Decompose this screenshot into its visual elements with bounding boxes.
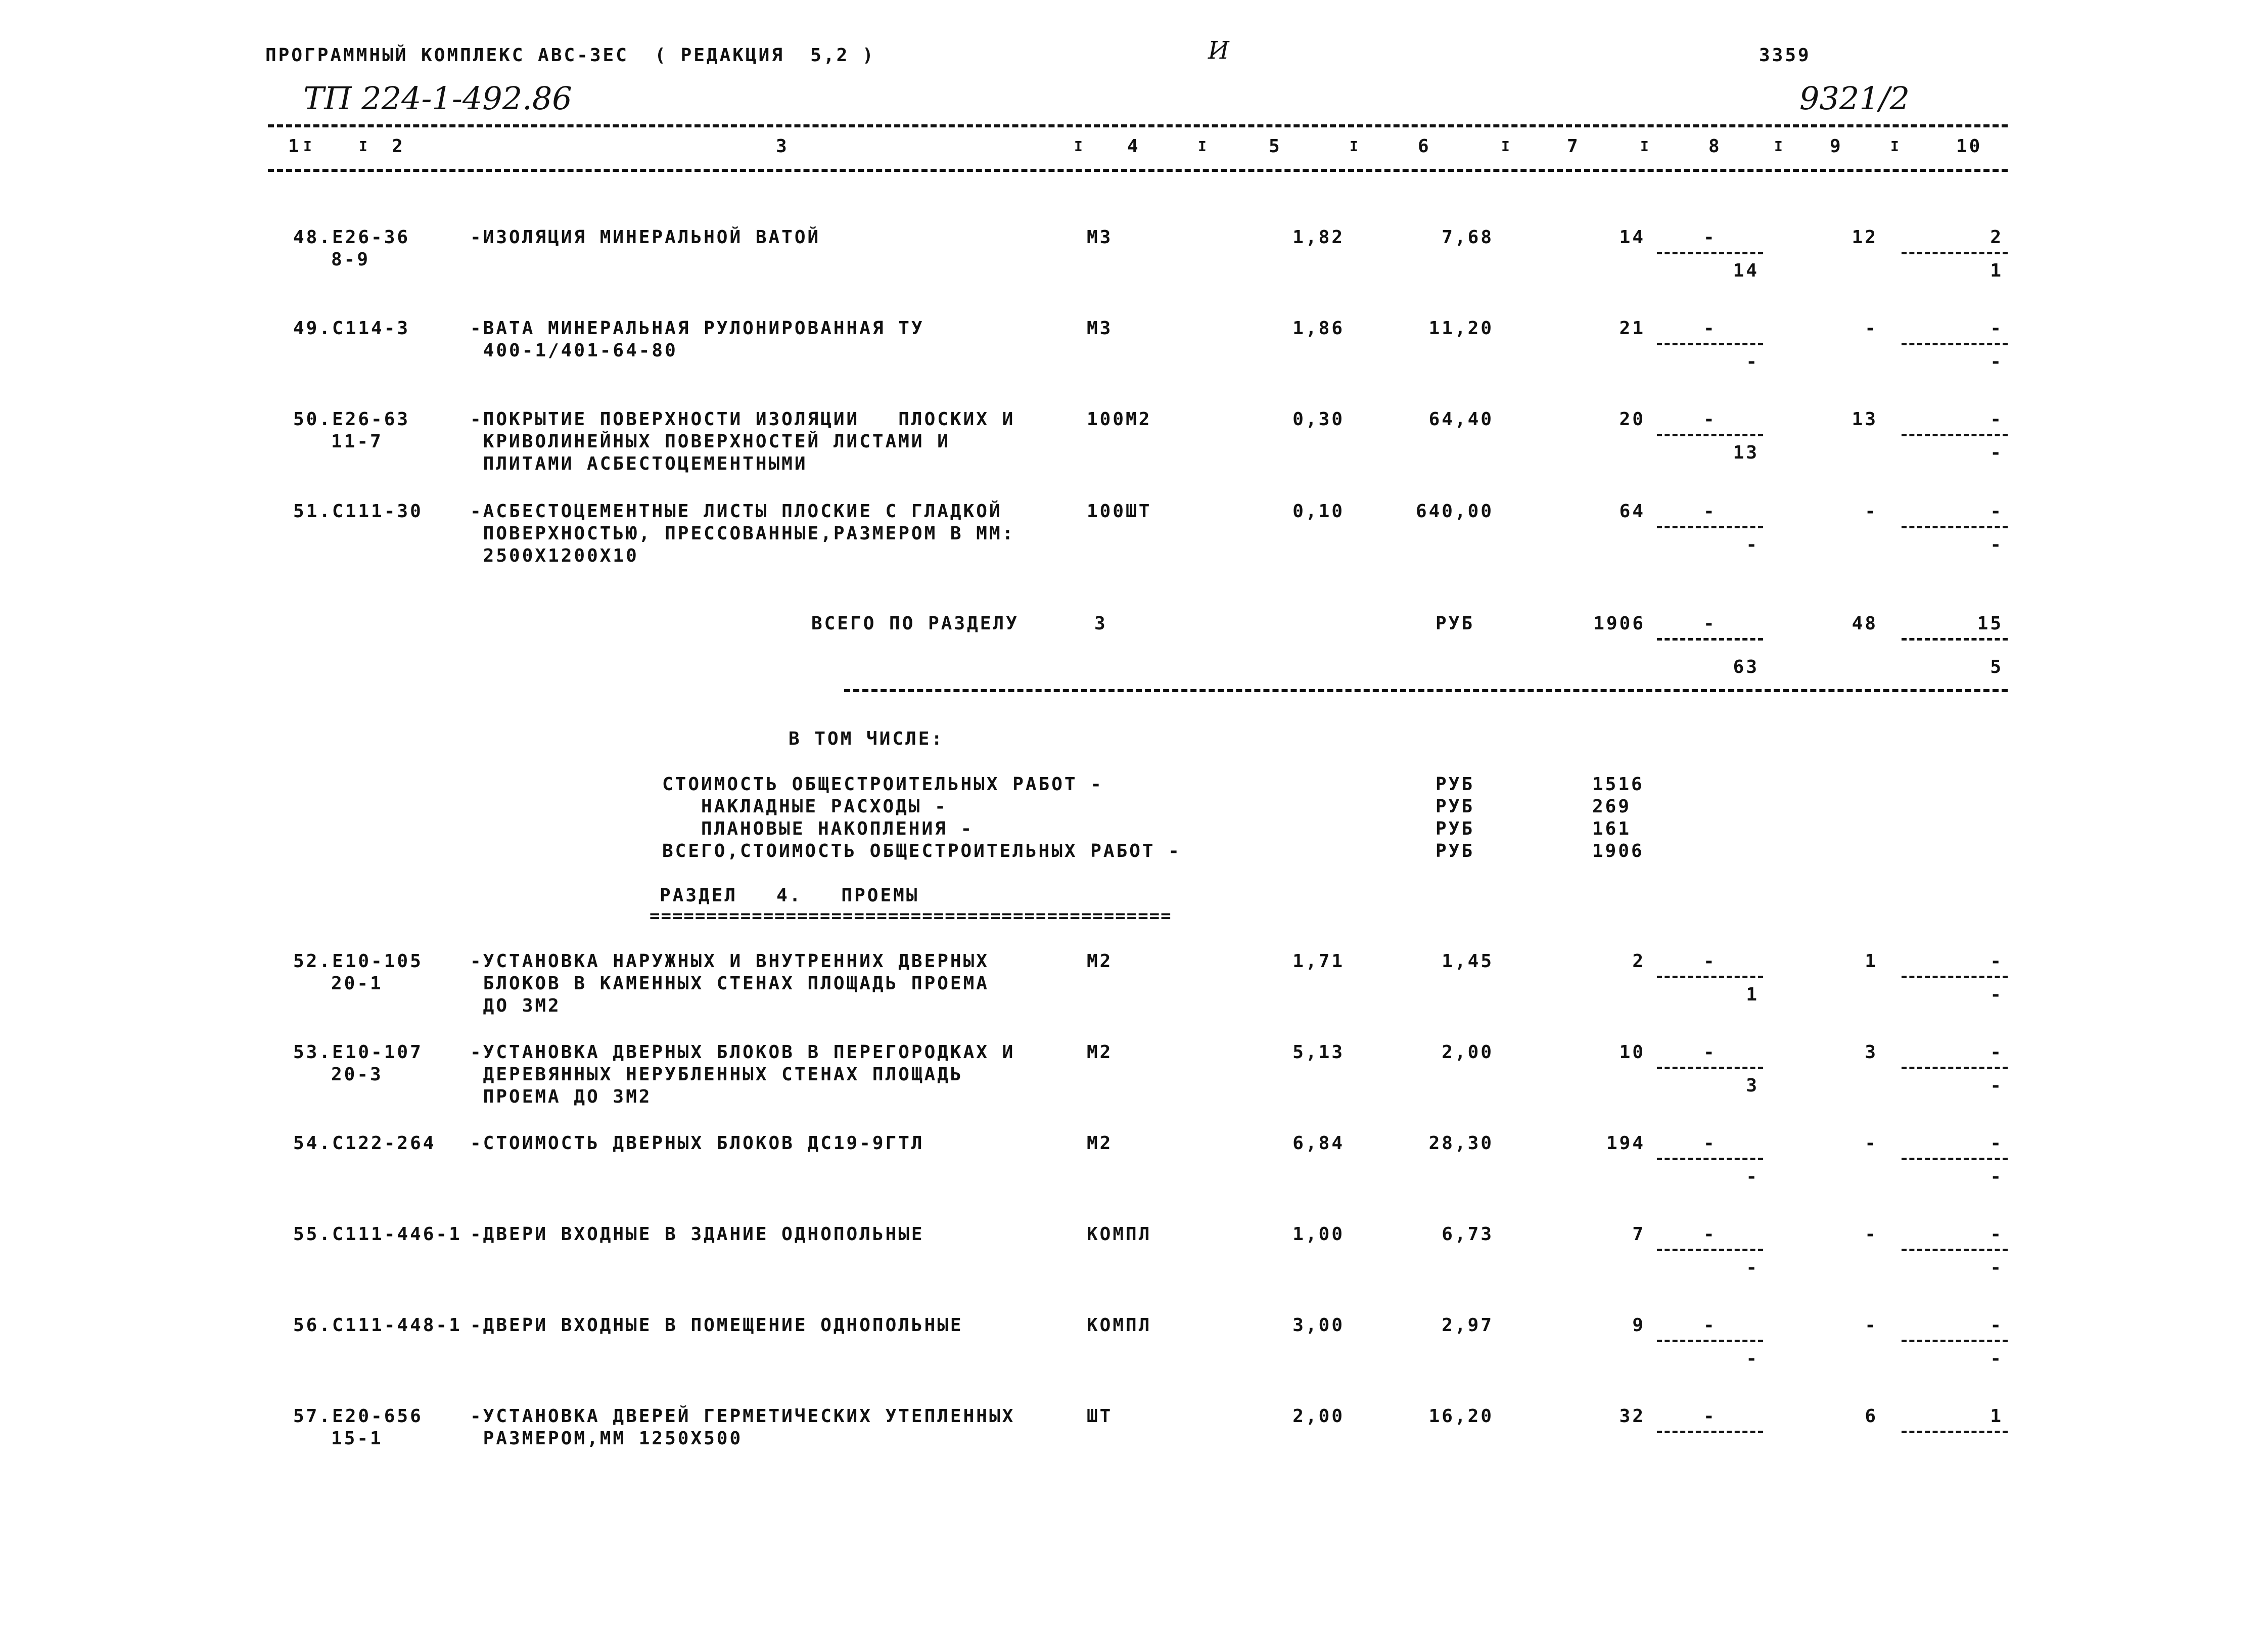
section-total-col9: 48 <box>1852 613 1878 634</box>
sheet-code: 9321/2 <box>1799 80 1910 117</box>
document-code: ТП 224-1-492.86 <box>303 80 572 117</box>
row-col9: 3 <box>1865 1042 1878 1063</box>
row-total: 14 <box>1619 227 1645 248</box>
row-code-sub: 20-3 <box>331 1064 383 1085</box>
breakdown-value: 269 <box>1592 796 1632 817</box>
row-name-line: -АСБЕСТОЦЕМЕНТНЫЕ ЛИСТЫ ПЛОСКИЕ С ГЛАДКОЙ <box>470 501 1002 522</box>
row-col9: 13 <box>1852 409 1878 430</box>
row-quantity: 3,00 <box>1292 1315 1345 1336</box>
row-name-line: ПЛИТАМИ АСБЕСТОЦЕМЕНТНЫМИ <box>470 453 808 474</box>
row-price: 2,00 <box>1442 1042 1494 1063</box>
row-name-line: 400-1/401-64-80 <box>470 340 678 361</box>
row-col10-divider <box>1902 1340 2008 1342</box>
row-col10-divider <box>1902 1431 2008 1433</box>
row-name-line: -ВАТА МИНЕРАЛЬНАЯ РУЛОНИРОВАННАЯ ТУ <box>470 318 924 339</box>
row-code: 55.С111-446-1 <box>293 1224 462 1245</box>
breakdown-value: 1906 <box>1592 841 1644 861</box>
section-total-col8-top: - <box>1703 613 1717 634</box>
row-col8-top: - <box>1703 409 1717 430</box>
row-col8-divider <box>1657 976 1763 978</box>
row-col10-divider <box>1902 343 2008 345</box>
breakdown-value: 1516 <box>1592 774 1644 795</box>
section-total-section: 3 <box>1094 613 1107 634</box>
row-quantity: 2,00 <box>1292 1406 1345 1427</box>
header-rule-bottom <box>268 169 2008 172</box>
row-col8-bottom: 13 <box>1733 442 1759 463</box>
section-total-col10-top: 15 <box>1977 613 2003 634</box>
row-col10-bottom: - <box>1990 1257 2003 1278</box>
row-unit: М2 <box>1087 1133 1113 1154</box>
breakdown-unit: РУБ <box>1436 774 1475 795</box>
row-col10-divider <box>1902 526 2008 528</box>
column-number-2: 2 <box>392 136 405 157</box>
row-col10-top: - <box>1990 951 2003 972</box>
section-total-col10-divider <box>1902 638 2008 641</box>
section-total-col8-divider <box>1657 638 1763 641</box>
row-quantity: 0,30 <box>1292 409 1345 430</box>
row-quantity: 1,86 <box>1292 318 1345 339</box>
row-col9: - <box>1865 1224 1878 1245</box>
section-total-value: 1906 <box>1593 613 1645 634</box>
row-price: 2,97 <box>1442 1315 1494 1336</box>
row-col8-divider <box>1657 1158 1763 1160</box>
page-number: 3359 <box>1759 45 1811 66</box>
column-number-1: 1 <box>288 136 301 157</box>
row-col8-divider <box>1657 1340 1763 1342</box>
column-separator: I <box>1198 138 1209 155</box>
row-col10-top: 2 <box>1990 227 2003 248</box>
row-quantity: 1,82 <box>1292 227 1345 248</box>
row-col10-top: 1 <box>1990 1406 2003 1427</box>
column-separator: I <box>1501 138 1512 155</box>
row-total: 64 <box>1619 501 1645 522</box>
row-col8-top: - <box>1703 501 1717 522</box>
column-separator: I <box>1074 138 1085 155</box>
header-rule-top <box>268 124 2008 127</box>
row-col10-top: - <box>1990 1133 2003 1154</box>
row-col10-bottom: - <box>1990 1075 2003 1096</box>
row-unit: М3 <box>1087 227 1113 248</box>
breakdown-label: ВСЕГО,СТОИМОСТЬ ОБЩЕСТРОИТЕЛЬНЫХ РАБОТ - <box>662 841 1181 861</box>
breakdown-value: 161 <box>1592 818 1632 839</box>
row-unit: М2 <box>1087 951 1113 972</box>
row-col9: 12 <box>1852 227 1878 248</box>
column-number-5: 5 <box>1269 136 1282 157</box>
row-col10-divider <box>1902 434 2008 436</box>
program-title: ПРОГРАММНЫЙ КОМПЛЕКС АВС-ЗЕС ( РЕДАКЦИЯ 5,2 ) <box>265 45 875 66</box>
row-code-sub: 20-1 <box>331 973 383 994</box>
row-code: 49.С114-3 <box>293 318 410 339</box>
row-name-line: -УСТАНОВКА ДВЕРНЫХ БЛОКОВ В ПЕРЕГОРОДКАХ И <box>470 1042 1015 1063</box>
row-unit: М3 <box>1087 318 1113 339</box>
row-col9: - <box>1865 1133 1878 1154</box>
row-col8-divider <box>1657 1431 1763 1433</box>
row-col10-top: - <box>1990 1042 2003 1063</box>
row-code: 54.С122-264 <box>293 1133 436 1154</box>
row-col8-top: - <box>1703 951 1717 972</box>
column-number-4: 4 <box>1127 136 1140 157</box>
row-total: 2 <box>1632 951 1645 972</box>
row-col10-divider <box>1902 1158 2008 1160</box>
row-code-sub: 8-9 <box>331 249 371 270</box>
section-4-title: РАЗДЕЛ 4. ПРОЕМЫ <box>660 885 919 906</box>
row-quantity: 6,84 <box>1292 1133 1345 1154</box>
breakdown-label: СТОИМОСТЬ ОБЩЕСТРОИТЕЛЬНЫХ РАБОТ - <box>662 774 1103 795</box>
column-number-6: 6 <box>1418 136 1431 157</box>
handwritten-mark: И <box>1208 36 1229 65</box>
row-name-line: БЛОКОВ В КАМЕННЫХ СТЕНАХ ПЛОЩАДЬ ПРОЕМА <box>470 973 989 994</box>
row-col8-divider <box>1657 434 1763 436</box>
column-separator: I <box>1890 138 1901 155</box>
row-col9: 6 <box>1865 1406 1878 1427</box>
row-col9: - <box>1865 1315 1878 1336</box>
row-col8-top: - <box>1703 227 1717 248</box>
row-total: 7 <box>1632 1224 1645 1245</box>
column-separator: I <box>1774 138 1785 155</box>
row-name-line: -УСТАНОВКА НАРУЖНЫХ И ВНУТРЕННИХ ДВЕРНЫХ <box>470 951 989 972</box>
row-col10-bottom: 1 <box>1990 260 2003 281</box>
row-total: 20 <box>1619 409 1645 430</box>
row-col8-top: - <box>1703 1133 1717 1154</box>
row-col10-divider <box>1902 1249 2008 1251</box>
section-total-col10-bottom: 5 <box>1990 657 2003 677</box>
row-col10-top: - <box>1990 1315 2003 1336</box>
row-name-line: -УСТАНОВКА ДВЕРЕЙ ГЕРМЕТИЧЕСКИХ УТЕПЛЕННЫХ <box>470 1406 1015 1427</box>
row-code: 52.Е10-105 <box>293 951 423 972</box>
row-col8-top: - <box>1703 1315 1717 1336</box>
row-code: 50.Е26-63 <box>293 409 410 430</box>
row-col9: - <box>1865 501 1878 522</box>
row-code-sub: 15-1 <box>331 1428 383 1449</box>
breakdown-unit: РУБ <box>1436 818 1475 839</box>
row-unit: М2 <box>1087 1042 1113 1063</box>
row-col10-divider <box>1902 976 2008 978</box>
row-unit: КОМПЛ <box>1087 1224 1152 1245</box>
row-col8-top: - <box>1703 1224 1717 1245</box>
section-total-unit: РУБ <box>1436 613 1475 634</box>
row-col10-bottom: - <box>1990 351 2003 372</box>
row-name-line: ПРОЕМА ДО 3М2 <box>470 1086 652 1107</box>
row-col9: - <box>1865 318 1878 339</box>
row-col8-divider <box>1657 343 1763 345</box>
section-4-underline: ============================================== <box>650 906 1172 926</box>
row-unit: 100ШТ <box>1087 501 1152 522</box>
row-col10-divider <box>1902 1067 2008 1069</box>
row-price: 11,20 <box>1428 318 1494 339</box>
row-quantity: 1,00 <box>1292 1224 1345 1245</box>
row-quantity: 0,10 <box>1292 501 1345 522</box>
column-separator: I <box>359 138 369 155</box>
row-total: 21 <box>1619 318 1645 339</box>
row-col8-bottom: - <box>1746 351 1759 372</box>
column-separator: I <box>1350 138 1360 155</box>
row-quantity: 1,71 <box>1292 951 1345 972</box>
row-col8-top: - <box>1703 1406 1717 1427</box>
row-col10-bottom: - <box>1990 1166 2003 1187</box>
row-col8-divider <box>1657 1067 1763 1069</box>
breakdown-unit: РУБ <box>1436 841 1475 861</box>
row-name-line: КРИВОЛИНЕЙНЫХ ПОВЕРХНОСТЕЙ ЛИСТАМИ И <box>470 431 950 452</box>
row-col10-bottom: - <box>1990 984 2003 1005</box>
row-col10-divider <box>1902 252 2008 254</box>
breakdown-label: НАКЛАДНЫЕ РАСХОДЫ - <box>662 796 948 817</box>
column-separator: I <box>1640 138 1651 155</box>
row-total: 32 <box>1619 1406 1645 1427</box>
column-number-9: 9 <box>1830 136 1843 157</box>
row-col8-top: - <box>1703 1042 1717 1063</box>
row-name-line: -ДВЕРИ ВХОДНЫЕ В ЗДАНИЕ ОДНОПОЛЬНЫЕ <box>470 1224 924 1245</box>
row-price: 6,73 <box>1442 1224 1494 1245</box>
row-unit: 100М2 <box>1087 409 1152 430</box>
column-number-8: 8 <box>1708 136 1722 157</box>
breakdown-heading: В ТОМ ЧИСЛЕ: <box>789 728 945 749</box>
section-total-label: ВСЕГО ПО РАЗДЕЛУ <box>811 613 1019 634</box>
row-price: 64,40 <box>1428 409 1494 430</box>
row-price: 640,00 <box>1415 501 1494 522</box>
row-name-line: -ИЗОЛЯЦИЯ МИНЕРАЛЬНОЙ ВАТОЙ <box>470 227 821 248</box>
row-col8-bottom: - <box>1746 1257 1759 1278</box>
row-col8-bottom: 14 <box>1733 260 1759 281</box>
section-total-rule <box>844 689 2008 692</box>
row-code-sub: 11-7 <box>331 431 383 452</box>
row-col10-top: - <box>1990 409 2003 430</box>
row-col8-bottom: 3 <box>1746 1075 1759 1096</box>
row-col10-bottom: - <box>1990 442 2003 463</box>
row-unit: ШТ <box>1087 1406 1113 1427</box>
row-code: 56.С111-448-1 <box>293 1315 462 1336</box>
row-col8-bottom: - <box>1746 534 1759 555</box>
row-name-line: -ДВЕРИ ВХОДНЫЕ В ПОМЕЩЕНИЕ ОДНОПОЛЬНЫЕ <box>470 1315 963 1336</box>
column-separator: I <box>303 138 314 155</box>
row-name-line: РАЗМЕРОМ,ММ 1250Х500 <box>470 1428 743 1449</box>
row-col10-top: - <box>1990 501 2003 522</box>
section-total-col8-bottom: 63 <box>1733 657 1759 677</box>
row-col8-divider <box>1657 1249 1763 1251</box>
row-col9: 1 <box>1865 951 1878 972</box>
column-number-10: 10 <box>1956 136 1982 157</box>
row-col10-bottom: - <box>1990 1348 2003 1369</box>
breakdown-label: ПЛАНОВЫЕ НАКОПЛЕНИЯ - <box>662 818 974 839</box>
row-total: 194 <box>1606 1133 1645 1154</box>
row-price: 28,30 <box>1428 1133 1494 1154</box>
row-name-line: -ПОКРЫТИЕ ПОВЕРХНОСТИ ИЗОЛЯЦИИ ПЛОСКИХ И <box>470 409 1015 430</box>
row-col10-bottom: - <box>1990 534 2003 555</box>
row-price: 7,68 <box>1442 227 1494 248</box>
row-col8-bottom: - <box>1746 1166 1759 1187</box>
row-col8-divider <box>1657 526 1763 528</box>
row-col10-top: - <box>1990 1224 2003 1245</box>
row-total: 9 <box>1632 1315 1645 1336</box>
row-name-line: ДО 3М2 <box>470 995 561 1016</box>
column-number-7: 7 <box>1567 136 1580 157</box>
breakdown-unit: РУБ <box>1436 796 1475 817</box>
row-code: 48.Е26-36 <box>293 227 410 248</box>
row-name-line: ДЕРЕВЯННЫХ НЕРУБЛЕННЫХ СТЕНАХ ПЛОЩАДЬ <box>470 1064 963 1085</box>
row-price: 1,45 <box>1442 951 1494 972</box>
row-quantity: 5,13 <box>1292 1042 1345 1063</box>
row-total: 10 <box>1619 1042 1645 1063</box>
row-name-line: ПОВЕРХНОСТЬЮ, ПРЕССОВАННЫЕ,РАЗМЕРОМ В ММ: <box>470 523 1015 544</box>
row-col10-top: - <box>1990 318 2003 339</box>
row-col8-top: - <box>1703 318 1717 339</box>
row-name-line: 2500Х1200Х10 <box>470 545 639 566</box>
row-unit: КОМПЛ <box>1087 1315 1152 1336</box>
row-price: 16,20 <box>1428 1406 1494 1427</box>
row-col8-divider <box>1657 252 1763 254</box>
row-col8-bottom: - <box>1746 1348 1759 1369</box>
column-number-3: 3 <box>776 136 789 157</box>
row-code: 53.Е10-107 <box>293 1042 423 1063</box>
row-name-line: -СТОИМОСТЬ ДВЕРНЫХ БЛОКОВ ДС19-9ГТЛ <box>470 1133 924 1154</box>
row-code: 57.Е20-656 <box>293 1406 423 1427</box>
row-col8-bottom: 1 <box>1746 984 1759 1005</box>
row-code: 51.С111-30 <box>293 501 423 522</box>
